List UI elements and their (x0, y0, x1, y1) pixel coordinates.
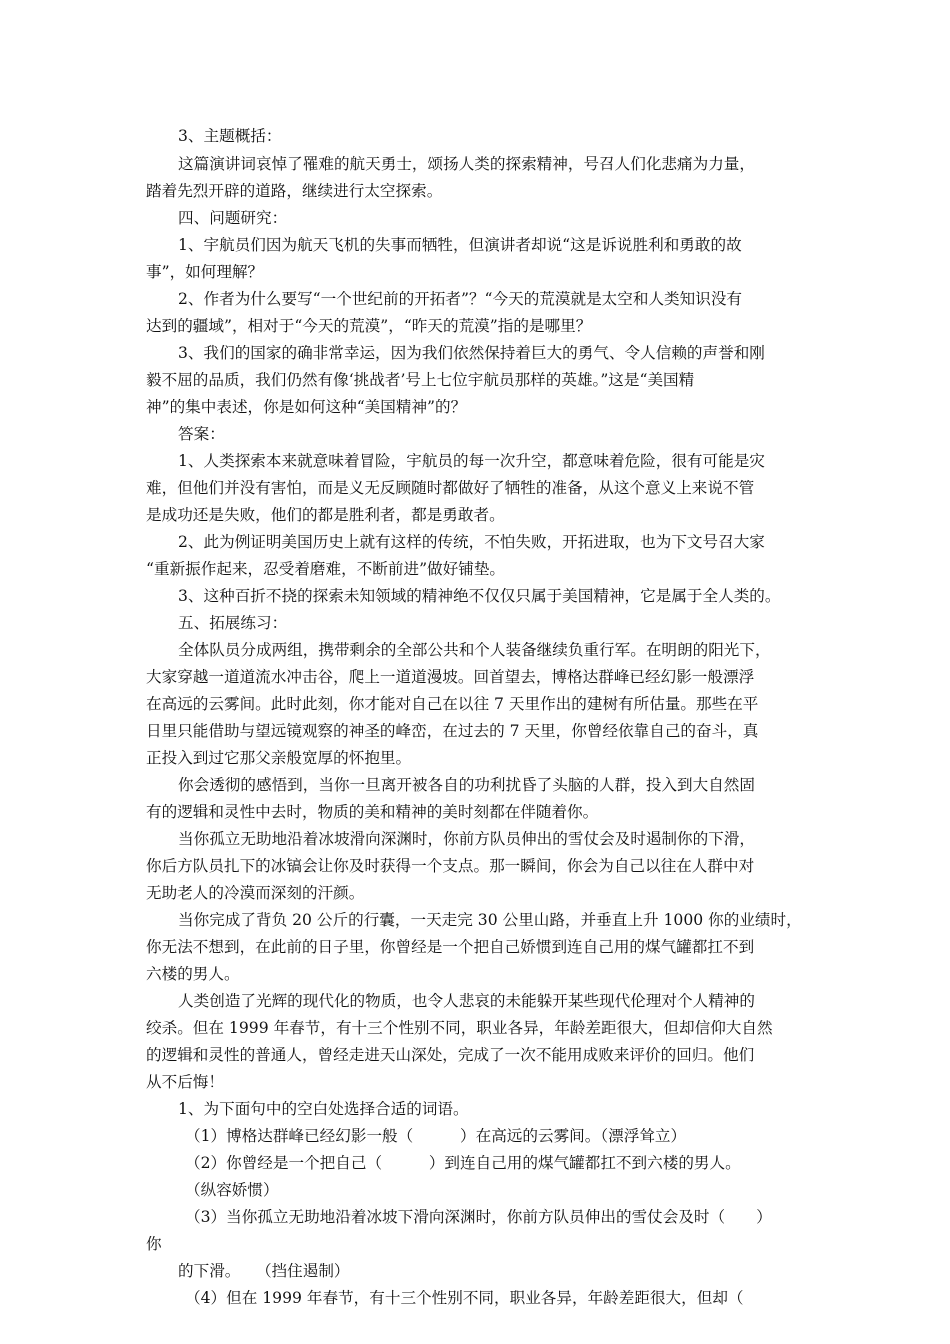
passage-line: 绞杀。但在 1999 年春节，有十三个性别不同，职业各异，年龄差距很大，但却信仰大自然 (146, 1019, 773, 1037)
section-heading-extension: 五、拓展练习： (178, 614, 288, 632)
passage-line: 人类创造了光辉的现代化的物质，也令人悲哀的未能躲开某些现代伦理对个人精神的 (178, 992, 755, 1010)
question-line: 神”的集中表述，你是如何这种“美国精神”的？ (146, 398, 467, 416)
passage-line: 你后方队员扎下的冰镐会让你及时获得一个支点。那一瞬间，你会为自己以往在人群中对 (146, 857, 755, 875)
exercise-item: （4）但在 1999 年春节，有十三个性别不同，职业各异，年龄差距很大，但却（ (185, 1289, 744, 1307)
exercise-item: 你 (146, 1235, 162, 1253)
passage-line: 在高远的云雾间。此时此刻，你才能对自己在以往 7 天里作出的建树有所估量。那些在平 (146, 695, 759, 713)
passage-line: 当你完成了背负 20 公斤的行囊，一天走完 30 公里山路，并垂直上升 1000 你的业绩时， (178, 911, 802, 929)
passage-line: 的逻辑和灵性的普通人，曾经走进天山深处，完成了一次不能用成败来评价的回归。他们 (146, 1046, 755, 1064)
exercise-item: （纵容娇惯） (185, 1181, 279, 1199)
passage-line: 日里只能借助与望远镜观察的神圣的峰峦，在过去的 7 天里，你曾经依靠自己的奋斗，真 (146, 722, 759, 740)
passage-line: 正投入到过它那父亲般宽厚的怀抱里。 (146, 749, 412, 767)
section-heading-questions: 四、问题研究： (178, 209, 288, 227)
exercise-item: 的下滑。 （挡住遏制） (178, 1262, 350, 1280)
section-heading-answers: 答案： (178, 425, 225, 443)
section-heading-theme: 3、主题概括： (178, 127, 282, 145)
paragraph-line: 踏着先烈开辟的道路，继续进行太空探索。 (146, 182, 443, 200)
passage-line: 你会透彻的感悟到，当你一旦离开被各自的功利扰昏了头脑的人群，投入到大自然固 (178, 776, 755, 794)
answer-line: 1、人类探索本来就意味着冒险，宇航员的每一次升空，都意味着危险，很有可能是灾 (178, 452, 765, 470)
exercise-item: （1）博格达群峰已经幻影一般（ ）在高远的云雾间。（漂浮耸立） (185, 1127, 687, 1145)
answer-line: 2、此为例证明美国历史上就有这样的传统，不怕失败，开拓进取，也为下文号召大家 (178, 533, 765, 551)
exercise-item: （3）当你孤立无助地沿着冰坡下滑向深渊时，你前方队员伸出的雪仗会及时（ ） (185, 1208, 772, 1226)
passage-line: 大家穿越一道道流水冲击谷，爬上一道道漫坡。回首望去，博格达群峰已经幻影一般漂浮 (146, 668, 755, 686)
answer-line: 难，但他们并没有害怕，而是义无反顾随时都做好了牺牲的准备，从这个意义上来说不管 (146, 479, 755, 497)
answer-line: “重新振作起来，忍受着磨难，不断前进”做好铺垫。 (146, 560, 506, 578)
passage-line: 当你孤立无助地沿着冰坡滑向深渊时，你前方队员伸出的雪仗会及时遏制你的下滑， (178, 830, 755, 848)
passage-line: 从不后悔！ (146, 1073, 224, 1091)
passage-line: 有的逻辑和灵性中去时，物质的美和精神的美时刻都在伴随着你。 (146, 803, 599, 821)
question-line: 3、我们的国家的确非常幸运，因为我们依然保持着巨大的勇气、令人信赖的声誉和刚 (178, 344, 765, 362)
answer-line: 3、这种百折不挠的探索未知领域的精神绝不仅仅只属于美国精神，它是属于全人类的。 (178, 587, 781, 605)
question-line: 事”，如何理解？ (146, 263, 264, 281)
question-line: 毅不屈的品质，我们仍然有像‘挑战者’号上七位宇航员那样的英雄。”这是“美国精 (146, 371, 695, 389)
passage-line: 六楼的男人。 (146, 965, 240, 983)
passage-line: 无助老人的冷漠而深刻的汗颜。 (146, 884, 365, 902)
question-line: 2、作者为什么要写“一个世纪前的开拓者”？“今天的荒漠就是太空和人类知识没有 (178, 290, 743, 308)
exercise-instruction: 1、为下面句中的空白处选择合适的词语。 (178, 1100, 469, 1118)
exercise-item: （2）你曾经是一个把自己（ ）到连自己用的煤气罐都扛不到六楼的男人。 (185, 1154, 741, 1172)
question-line: 达到的疆域”，相对于“今天的荒漠”，“昨天的荒漠”指的是哪里？ (146, 317, 592, 335)
answer-line: 是成功还是失败，他们的都是胜利者，都是勇敢者。 (146, 506, 505, 524)
question-line: 1、宇航员们因为航天飞机的失事而牺牲，但演讲者却说“这是诉说胜利和勇敢的故 (178, 236, 742, 254)
passage-line: 你无法不想到，在此前的日子里，你曾经是一个把自己娇惯到连自己用的煤气罐都扛不到 (146, 938, 755, 956)
paragraph-line: 这篇演讲词哀悼了罹难的航天勇士，颂扬人类的探索精神，号召人们化悲痛为力量， (178, 155, 755, 173)
passage-line: 全体队员分成两组，携带剩余的全部公共和个人装备继续负重行军。在明朗的阳光下， (178, 641, 771, 659)
